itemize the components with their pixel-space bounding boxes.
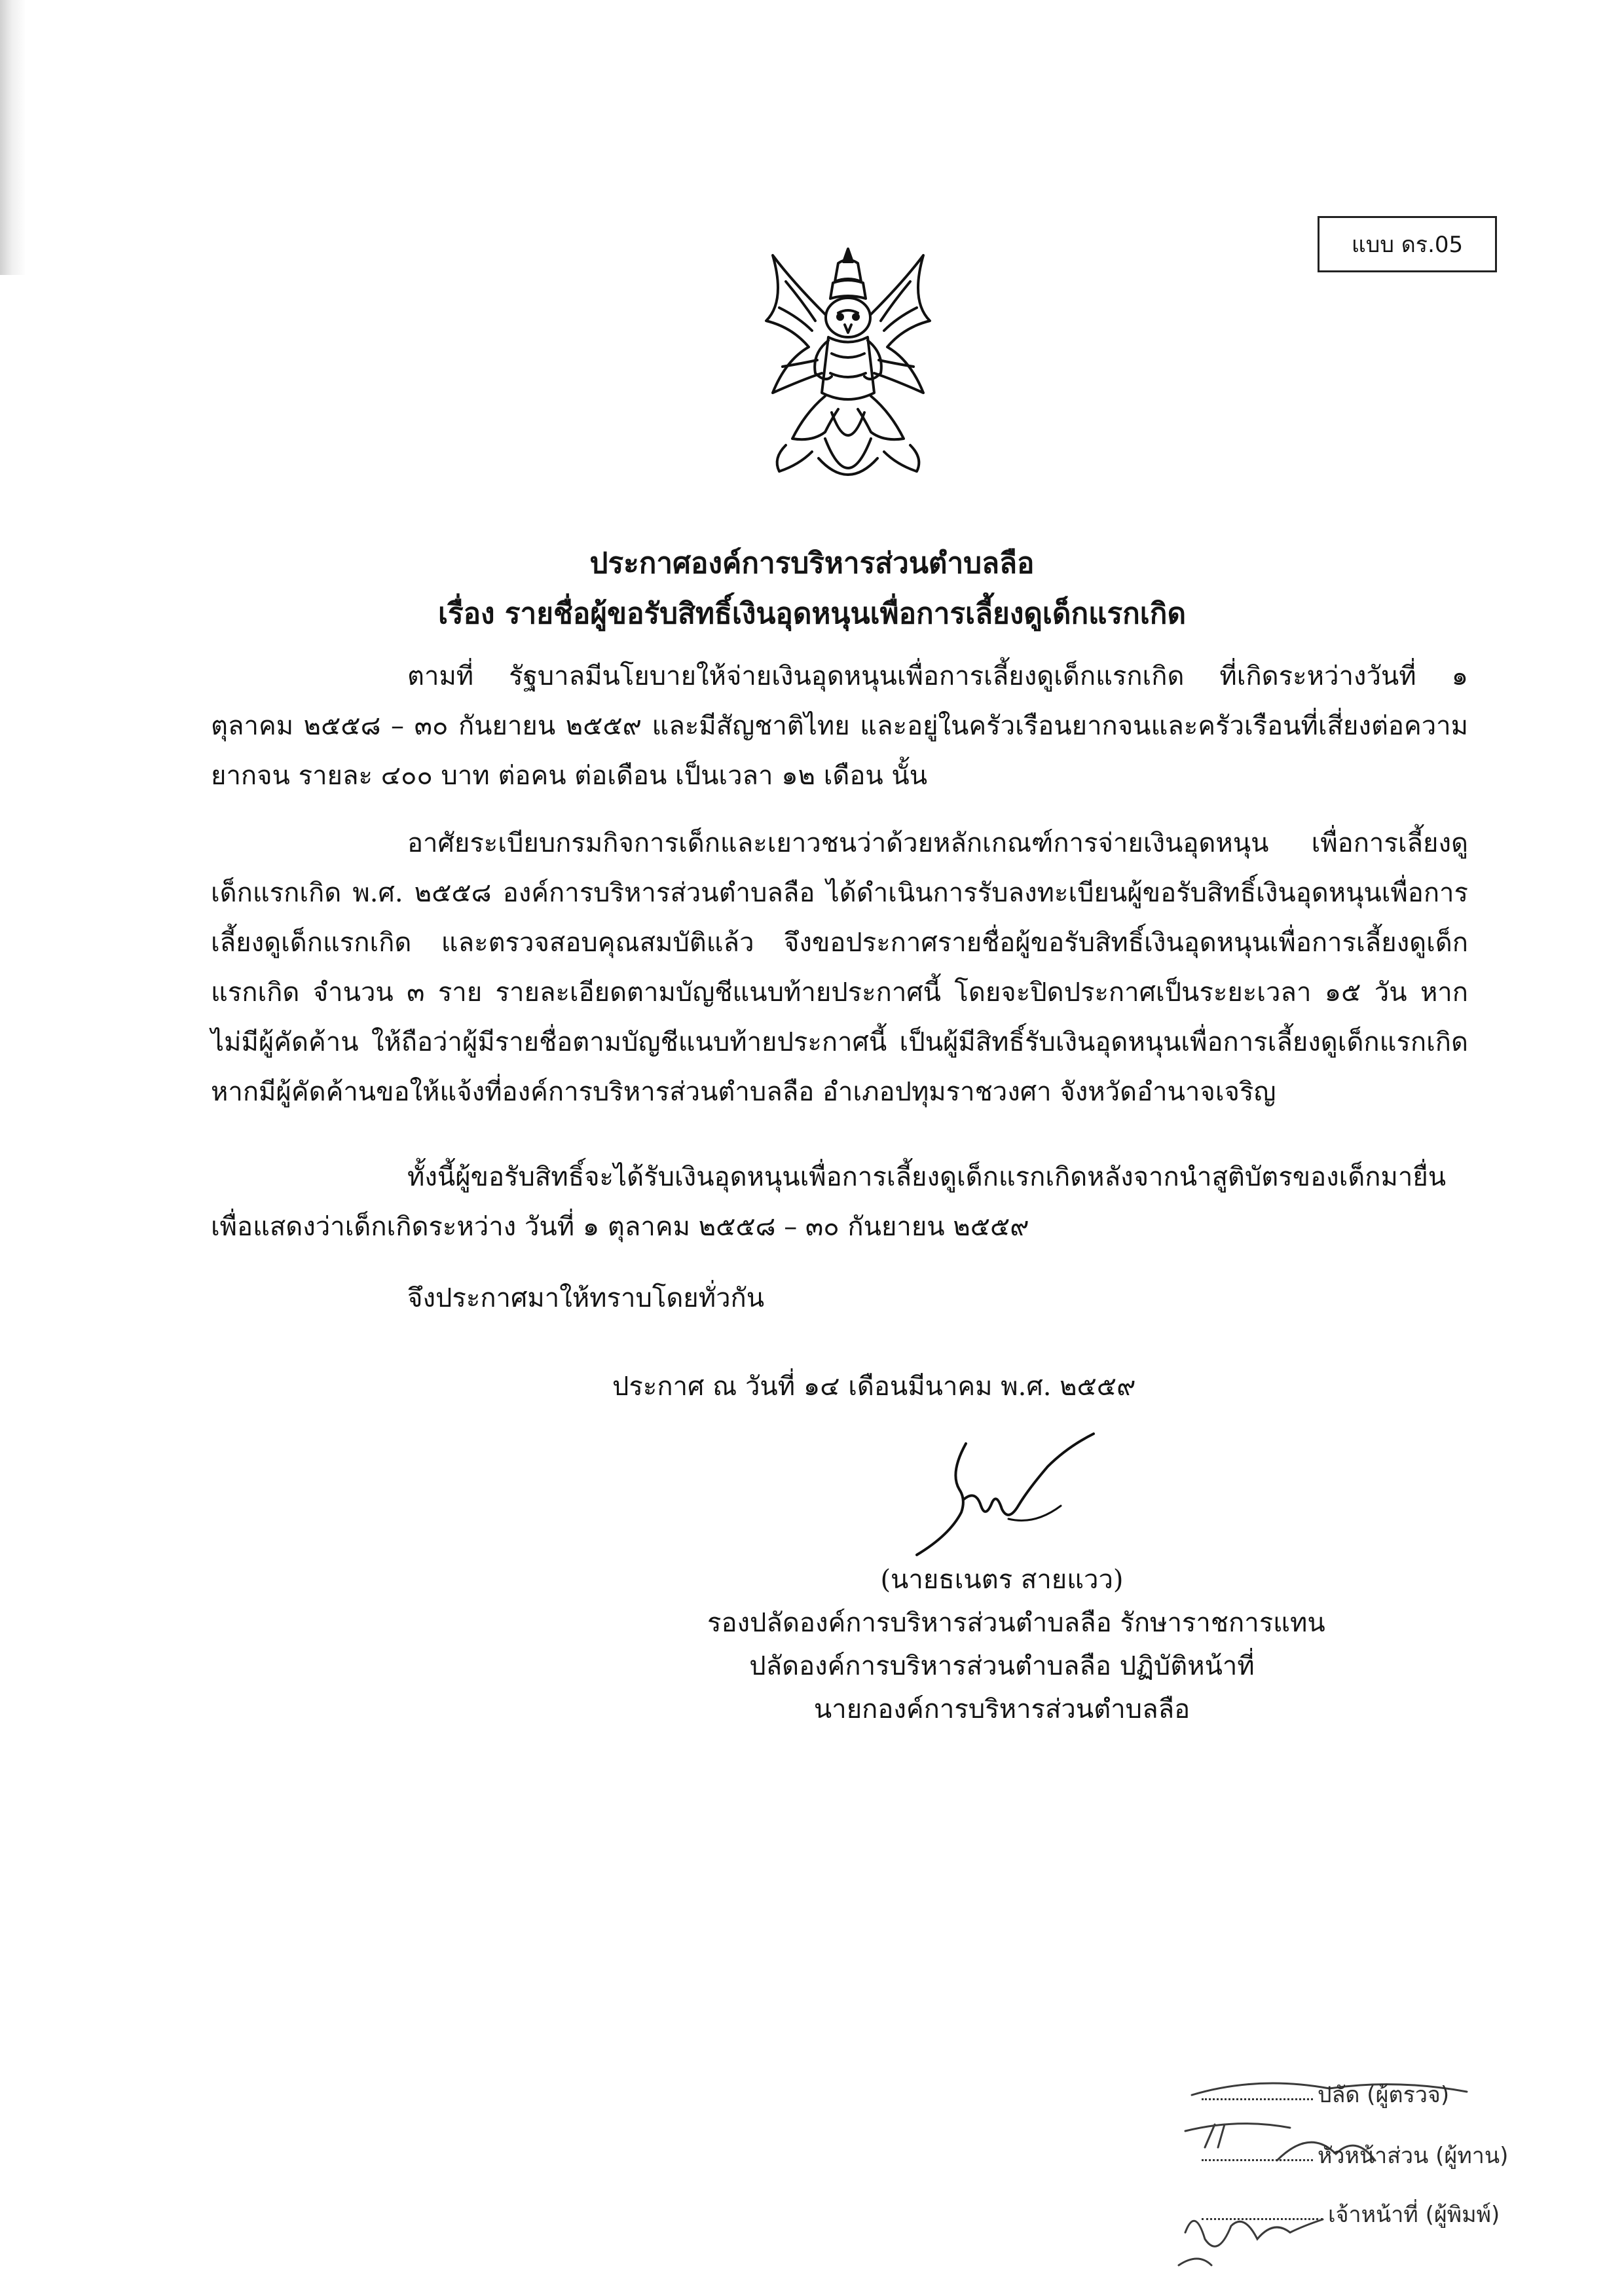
signer-position-1: รองปลัดองค์การบริหารส่วนตำบลลือ รักษาราชการแทน <box>707 1608 1325 1638</box>
stamp-dotted-line-3 <box>1202 2218 1323 2220</box>
paper-fold-shadow <box>0 0 26 275</box>
signer-position-3: นายกองค์การบริหารส่วนตำบลลือ <box>813 1694 1190 1724</box>
stamp-dotted-line-1 <box>1202 2098 1313 2100</box>
stamp-typist: เจ้าหน้าที่ (ผู้พิมพ์) <box>1328 2202 1500 2228</box>
form-code: แบบ ดร.05 <box>1351 232 1464 258</box>
subject-title: เรื่อง รายชื่อผู้ขอรับสิทธิ์เงินอุดหนุนเพื่อการเลี้ยงดูเด็กแรกเกิด <box>437 597 1187 630</box>
handwritten-signature <box>904 1427 1100 1558</box>
issuer-title: ประกาศองค์การบริหารส่วนตำบลลือ <box>589 547 1035 580</box>
paragraph-regulation: อาศัยระเบียบกรมกิจการเด็กและเยาวชนว่าด้วยหลักเกณฑ์การจ่ายเงินอุดหนุน เพื่อการเลี้ยงดูเด็กแรกเกิด พ.ศ. ๒๕๕๘ องค์การบริหารส่วนตำบลลือ ได้ดำเนินการรับลงทะเบียนผู้ขอรับสิทธิ์เงินอุดหนุนเพื่อการเลี้ยงดูเด็กแรกเกิด และตรวจสอบคุณสมบัติแล้ว จึงขอประกาศรายชื่อผู้ขอรับสิทธิ์เงินอุดหนุนเพื่อการเลี้ยงดูเด็กแรกเกิด จำนวน ๓ ราย รายละเอียดตามบัญชีแนบท้ายประกาศนี้ โดยจะปิดประกาศเป็นระยะเวลา ๑๕ วัน หากไม่มีผู้คัดค้าน ให้ถือว่าผู้มีรายชื่อตามบัญชีแนบท้ายประกาศนี้ เป็นผู้มีสิทธิ์รับเงินอุดหนุนเพื่อการเลี้ยงดูเด็กแรกเกิด หากมีผู้คัดค้านขอให้แจ้งที่องค์การบริหารส่วนตำบลลือ อำเภอปทุมราชวงศา จังหวัดอำนาจเจริญ <box>211 828 1468 1107</box>
closing-statement: จึงประกาศมาให้ทราบโดยทั่วกัน <box>407 1283 765 1313</box>
stamp-reviewer: ปลัด (ผู้ตรวจ) <box>1318 2082 1450 2108</box>
signature-block <box>707 1558 1325 1731</box>
form-code-box <box>1318 216 1497 272</box>
paragraph-policy: ตามที่ รัฐบาลมีนโยบายให้จ่ายเงินอุดหนุนเพื่อการเลี้ยงดูเด็กแรกเกิด ที่เกิดระหว่างวันที่ ๑ ตุลาคม ๒๕๕๘ – ๓๐ กันยายน ๒๕๕๙ และมีสัญชาติไทย และอยู่ในครัวเรือนยากจนและครัวเรือนที่เสี่ยงต่อความยากจน รายละ ๔๐๐ บาท ต่อคน ต่อเดือน เป็นเวลา ๑๒ เดือน นั้น <box>211 661 1468 791</box>
paragraph-conditions: ทั้งนี้ผู้ขอรับสิทธิ์จะได้รับเงินอุดหนุนเพื่อการเลี้ยงดูเด็กแรกเกิดหลังจากนำสูติบัตรของเด็กมายื่นเพื่อแสดงว่าเด็กเกิดระหว่าง วันที่ ๑ ตุลาคม ๒๕๕๘ – ๓๐ กันยายน ๒๕๕๙ <box>211 1162 1447 1242</box>
stamp-section-head: หัวหน้าส่วน (ผู้ทาน) <box>1318 2143 1509 2169</box>
stamp-dotted-line-2 <box>1202 2159 1313 2161</box>
signer-position-2: ปลัดองค์การบริหารส่วนตำบลลือ ปฏิบัติหน้าที่ <box>749 1651 1255 1681</box>
announcement-date: ประกาศ ณ วันที่ ๑๔ เดือนมีนาคม พ.ศ. ๒๕๕๙ <box>612 1372 1136 1402</box>
garuda-emblem-icon <box>747 242 950 504</box>
signer-name: (นายธเนตร สายแวว) <box>880 1565 1124 1595</box>
